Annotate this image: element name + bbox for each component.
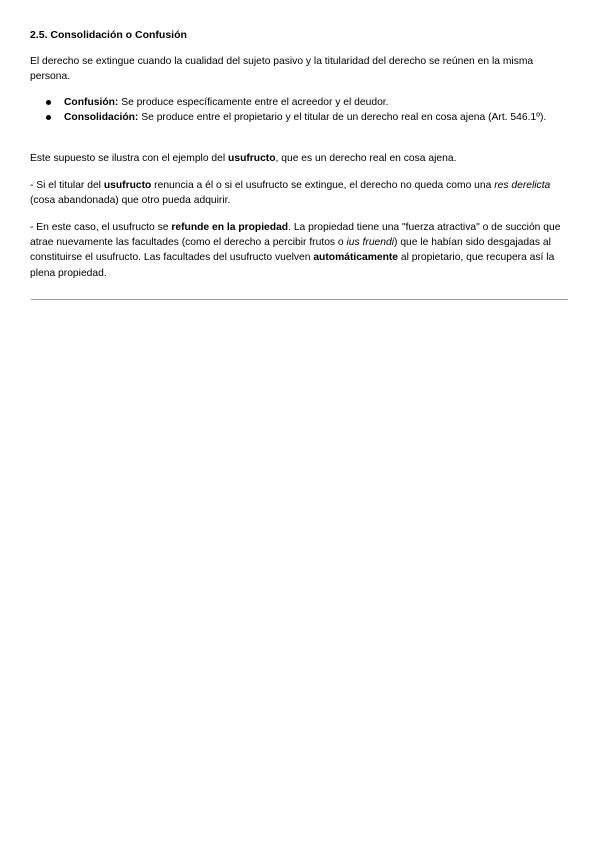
term-confusion: Confusión: <box>64 97 119 108</box>
bullet-icon <box>46 115 51 120</box>
definition-confusion: Se produce específicamente entre el acreedor y el deudor. <box>118 97 389 108</box>
renuncia-text-2: renuncia a él o si el usufructo se extingue, el derecho no queda como una <box>151 180 495 191</box>
renuncia-text-3: (cosa abandonada) que otro pueda adquirir. <box>30 195 231 207</box>
section-heading: 2.5. Consolidación o Confusión <box>30 29 187 41</box>
example-text-before: Este supuesto se ilustra con el ejemplo del <box>30 153 229 164</box>
refunde-bold-automaticamente: automáticamente <box>313 252 399 264</box>
intro-text: El derecho se extingue cuando la cualidad del sujeto pasivo y la titularidad del derecho se reúnen en la misma persona. <box>30 56 534 83</box>
example-bold-usufructo: usufructo <box>228 153 276 164</box>
list-item-consolidacion <box>30 110 575 125</box>
refunde-text-3: ) que le habían sido desgajadas al constituirse el usufructo. Las facultades del usufructo vuelven <box>30 237 551 264</box>
refunde-text-1: - En este caso, el usufructo se <box>30 222 172 233</box>
refunde-bold-propiedad: refunde en la propiedad <box>171 222 289 233</box>
renuncia-italic-res-derelicta: res derelicta <box>494 180 551 191</box>
refunde-paragraph <box>30 220 575 281</box>
definition-list <box>30 95 575 125</box>
example-paragraph <box>30 151 575 166</box>
horizontal-divider <box>31 299 568 300</box>
refunde-italic-ius-fruendi: ius fruendi <box>346 237 395 249</box>
refunde-text-2: . La propiedad tiene una "fuerza atractiva" o de succión que atrae nuevamente las facultades (como el derecho a percibir frutos o <box>30 222 561 249</box>
refunde-text-4: al propietario, que recupera así la plena propiedad. <box>30 252 555 279</box>
bullet-icon <box>46 100 51 105</box>
definition-consolidacion: Se produce entre el propietario y el titular de un derecho real en cosa ajena (Art. 546.1º). <box>138 112 547 124</box>
example-text-after: , que es un derecho real en cosa ajena. <box>275 153 457 164</box>
renuncia-paragraph <box>30 178 575 208</box>
list-item-confusion <box>30 95 575 110</box>
renuncia-text-1: - Si el titular del <box>30 180 104 191</box>
term-consolidacion: Consolidación: <box>64 112 139 124</box>
renuncia-bold-usufructo: usufructo <box>103 180 152 191</box>
intro-paragraph <box>30 54 575 84</box>
